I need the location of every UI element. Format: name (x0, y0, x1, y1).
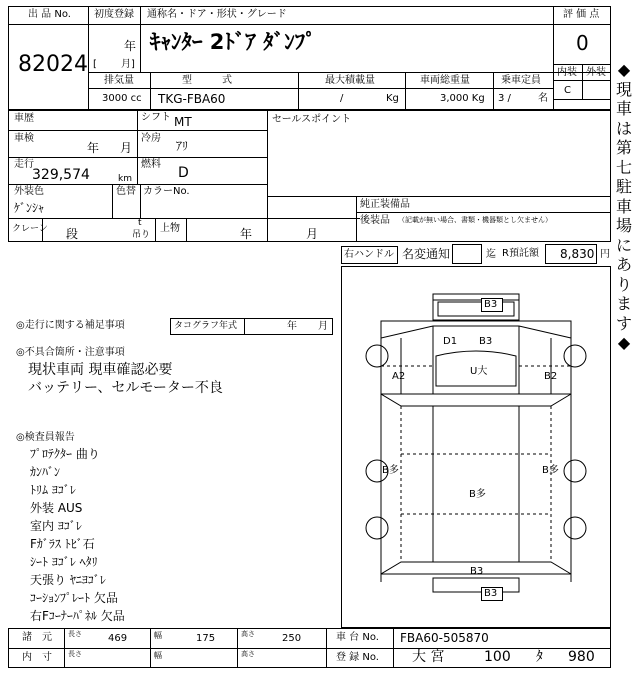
defect-line: バッテリー、セルモーター不良 (28, 380, 223, 396)
ac-label: 冷房 (141, 133, 161, 144)
grade-value: 0 (576, 31, 589, 55)
mileage-value: 329,574 (32, 167, 90, 183)
inspector-line: Fｶﾞﾗｽ ﾄﾋﾞ石 (30, 537, 95, 551)
inspector-line: 室内 ﾖｺﾞﾚ (30, 519, 82, 533)
grid-line (8, 184, 267, 185)
grid-line (493, 72, 494, 110)
color-value: ｹﾞﾝｼｬ (14, 201, 45, 215)
grid-line (88, 24, 611, 25)
mileage-unit: km (118, 174, 132, 184)
grid-line (553, 99, 611, 100)
max-load-label: 最大積載量 (325, 75, 375, 86)
grid-line (356, 196, 357, 242)
capacity-label: 乗車定員 (501, 75, 541, 86)
fuel-value: D (178, 165, 189, 181)
genuine-equip-label: 純正装備品 (360, 199, 410, 210)
tax-until-label: 迄 (486, 249, 496, 260)
color-change-label: 色替 (116, 186, 136, 197)
recycle-value: 8,830 (560, 247, 595, 261)
drive-note-label: ◎走行に関する補足事項 (16, 320, 125, 331)
interior-dims-label: 内 寸 (22, 652, 52, 663)
inspector-label: ◎検査員報告 (16, 432, 75, 443)
displacement-label: 排気量 (104, 75, 134, 86)
width-label: 幅 (154, 631, 162, 640)
fuel-label: 燃料 (141, 159, 161, 170)
length-label: 長さ (68, 630, 82, 638)
capacity-unit: 名 (538, 93, 548, 104)
gross-weight-value: 3,000 Kg (440, 93, 485, 104)
reg-area: 大 宮 (412, 649, 445, 665)
damage-mark: B3 (470, 566, 484, 577)
damage-mark: A2 (392, 371, 406, 382)
grid-line (237, 628, 238, 668)
grid-line (267, 196, 611, 197)
inspector-line: ﾄﾘﾑ ﾖｺﾞﾚ (30, 483, 76, 497)
reg-class: 100 (484, 649, 511, 665)
grid-line (155, 218, 156, 242)
inspector-line: ｼｰﾄ ﾖｺﾞﾚ ﾍﾀﾘ (30, 555, 98, 569)
dims-label: 諸 元 (22, 632, 52, 643)
damage-mark: B3 (479, 336, 493, 347)
mileage-label: 走行 (14, 159, 34, 170)
recycle-label: R預託額 (502, 248, 539, 259)
name-field-label: 通称名・ドア・形状・グレード (147, 9, 287, 20)
model-value: TKG-FBA60 (158, 92, 226, 106)
grid-line (8, 130, 267, 131)
damage-mark: B2 (544, 371, 558, 382)
vehicle-name: ｷｬﾝﾀｰ 2ﾄﾞｱ ﾀﾞﾝﾌﾟ (150, 30, 316, 54)
lot-label: 出 品 No. (28, 9, 71, 20)
chassis-label: 車 台 No. (336, 632, 379, 643)
damage-mark: B多 (542, 465, 559, 476)
inspector-line: 右Fｺｰﾅｰﾊﾟﾈﾙ 欠品 (30, 609, 125, 623)
sales-point-label: セールスポイント (272, 114, 352, 125)
grid-line (8, 24, 88, 25)
inspector-line: 天張り ﾔﾆﾖｺﾞﾚ (30, 573, 106, 587)
aftermarket-label: 後装品 (360, 215, 390, 226)
grid-line (326, 628, 327, 668)
height-label: 高さ (241, 630, 255, 638)
name-change-label: 名変通知 (402, 247, 451, 261)
grid-line (112, 184, 113, 218)
damage-mark: B多 (382, 465, 399, 476)
grid-line (356, 212, 611, 213)
grid-line (405, 72, 406, 110)
grid-line (137, 110, 138, 184)
grid-line (393, 628, 394, 668)
interior-grade-label: 内装 (557, 67, 577, 78)
aftermarket-note: （記載が無い場合、書類・機器類とし欠ません） (398, 216, 552, 224)
color-label: 外装色 (14, 186, 44, 197)
grid-line (553, 6, 554, 110)
damage-mark: B3 (484, 299, 498, 310)
lot-number: 82024 (18, 52, 88, 77)
inspector-line: ｺｰｼｮﾝﾌﾟﾚｰﾄ 欠品 (30, 591, 118, 605)
grid-line (140, 184, 141, 218)
first-reg-label: 初度登録 (94, 9, 134, 20)
upper-month: 月 (306, 227, 319, 241)
grid-line (298, 72, 299, 110)
grid-line (140, 6, 141, 72)
grid-line (8, 157, 267, 158)
inspection-label: 車検 (14, 133, 34, 144)
grid-line (8, 218, 360, 219)
grid-line (267, 110, 268, 242)
grid-line (88, 88, 553, 89)
damage-mark: B3 (484, 588, 498, 599)
tacho-year: 年 (287, 321, 297, 332)
shift-value: MT (174, 115, 192, 129)
damage-mark: U大 (470, 366, 488, 377)
damage-mark: B多 (469, 489, 486, 500)
model-label: 型 式 (182, 75, 232, 86)
shift-label: シフト (141, 112, 171, 123)
grid-line (186, 218, 187, 242)
grid-line (244, 318, 245, 335)
damage-mark: D1 (443, 336, 458, 347)
capacity-value: 3 / (498, 93, 511, 104)
ac-value: ｱﾘ (176, 139, 189, 153)
defect-label: ◎不具合箇所・注意事項 (16, 347, 125, 358)
name-change-box (452, 244, 482, 264)
grid-line (64, 628, 65, 668)
reg-no-label: 登 録 No. (336, 652, 379, 663)
parking-note-vertical: ◆現車は第七駐車場にあります◆ (615, 60, 632, 352)
inspector-line: 外装 AUS (30, 501, 83, 515)
height-value: 250 (282, 633, 302, 644)
width-value: 175 (196, 633, 216, 644)
inspector-line: ｶﾝﾊﾞﾝ (30, 465, 61, 479)
tacho-month: 月 (318, 321, 328, 332)
reg-number: 980 (568, 649, 595, 665)
recycle-unit: 円 (600, 249, 610, 260)
defect-line: 現状車両 現車確認必要 (28, 362, 173, 378)
bracket-open: [ (93, 59, 97, 70)
grid-line (150, 628, 151, 668)
grid-line (8, 648, 611, 649)
exterior-grade-label: 外装 (586, 67, 606, 78)
tachograph-label: タコグラフ年式 (174, 321, 238, 331)
inspector-line: ﾌﾟﾛﾃｸﾀｰ 曲り (30, 447, 100, 461)
interior-grade-value: C (564, 85, 571, 96)
crane-label: クレーン (12, 224, 48, 234)
right-handle-label: 右ハンドル (344, 249, 394, 260)
interior-length-label: 長さ (68, 650, 82, 658)
color-no-label: カラーNo. (143, 186, 190, 197)
displacement-value: 3000 cc (102, 93, 142, 104)
gross-weight-label: 車両総重量 (420, 75, 470, 86)
length-value: 469 (108, 633, 128, 644)
sheet-top-frame (8, 6, 611, 110)
max-load-unit: Kg (386, 93, 399, 104)
upper-year: 年 (240, 227, 253, 241)
grid-line (582, 64, 583, 99)
grid-line (88, 72, 611, 73)
reg-year-label: 年 (124, 39, 137, 53)
chassis-value: FBA60-505870 (400, 631, 489, 645)
grid-line (150, 72, 151, 110)
history-label: 車歴 (14, 113, 34, 124)
reg-kana: ﾀ (536, 649, 543, 665)
reg-month-label: 月] (121, 59, 135, 70)
grade-label: 評 価 点 (563, 9, 600, 20)
interior-height-label: 高さ (241, 650, 255, 658)
inspection-month: 月 (120, 141, 133, 155)
inspection-year: 年 (87, 141, 100, 155)
upper-label: 上物 (160, 223, 180, 234)
crane-hang: 吊り (132, 230, 151, 240)
interior-width-label: 幅 (154, 651, 162, 660)
grid-line (88, 6, 89, 110)
max-load-value: / (340, 93, 344, 104)
crane-ton: t (138, 218, 142, 228)
crane-stage: 段 (66, 227, 79, 241)
